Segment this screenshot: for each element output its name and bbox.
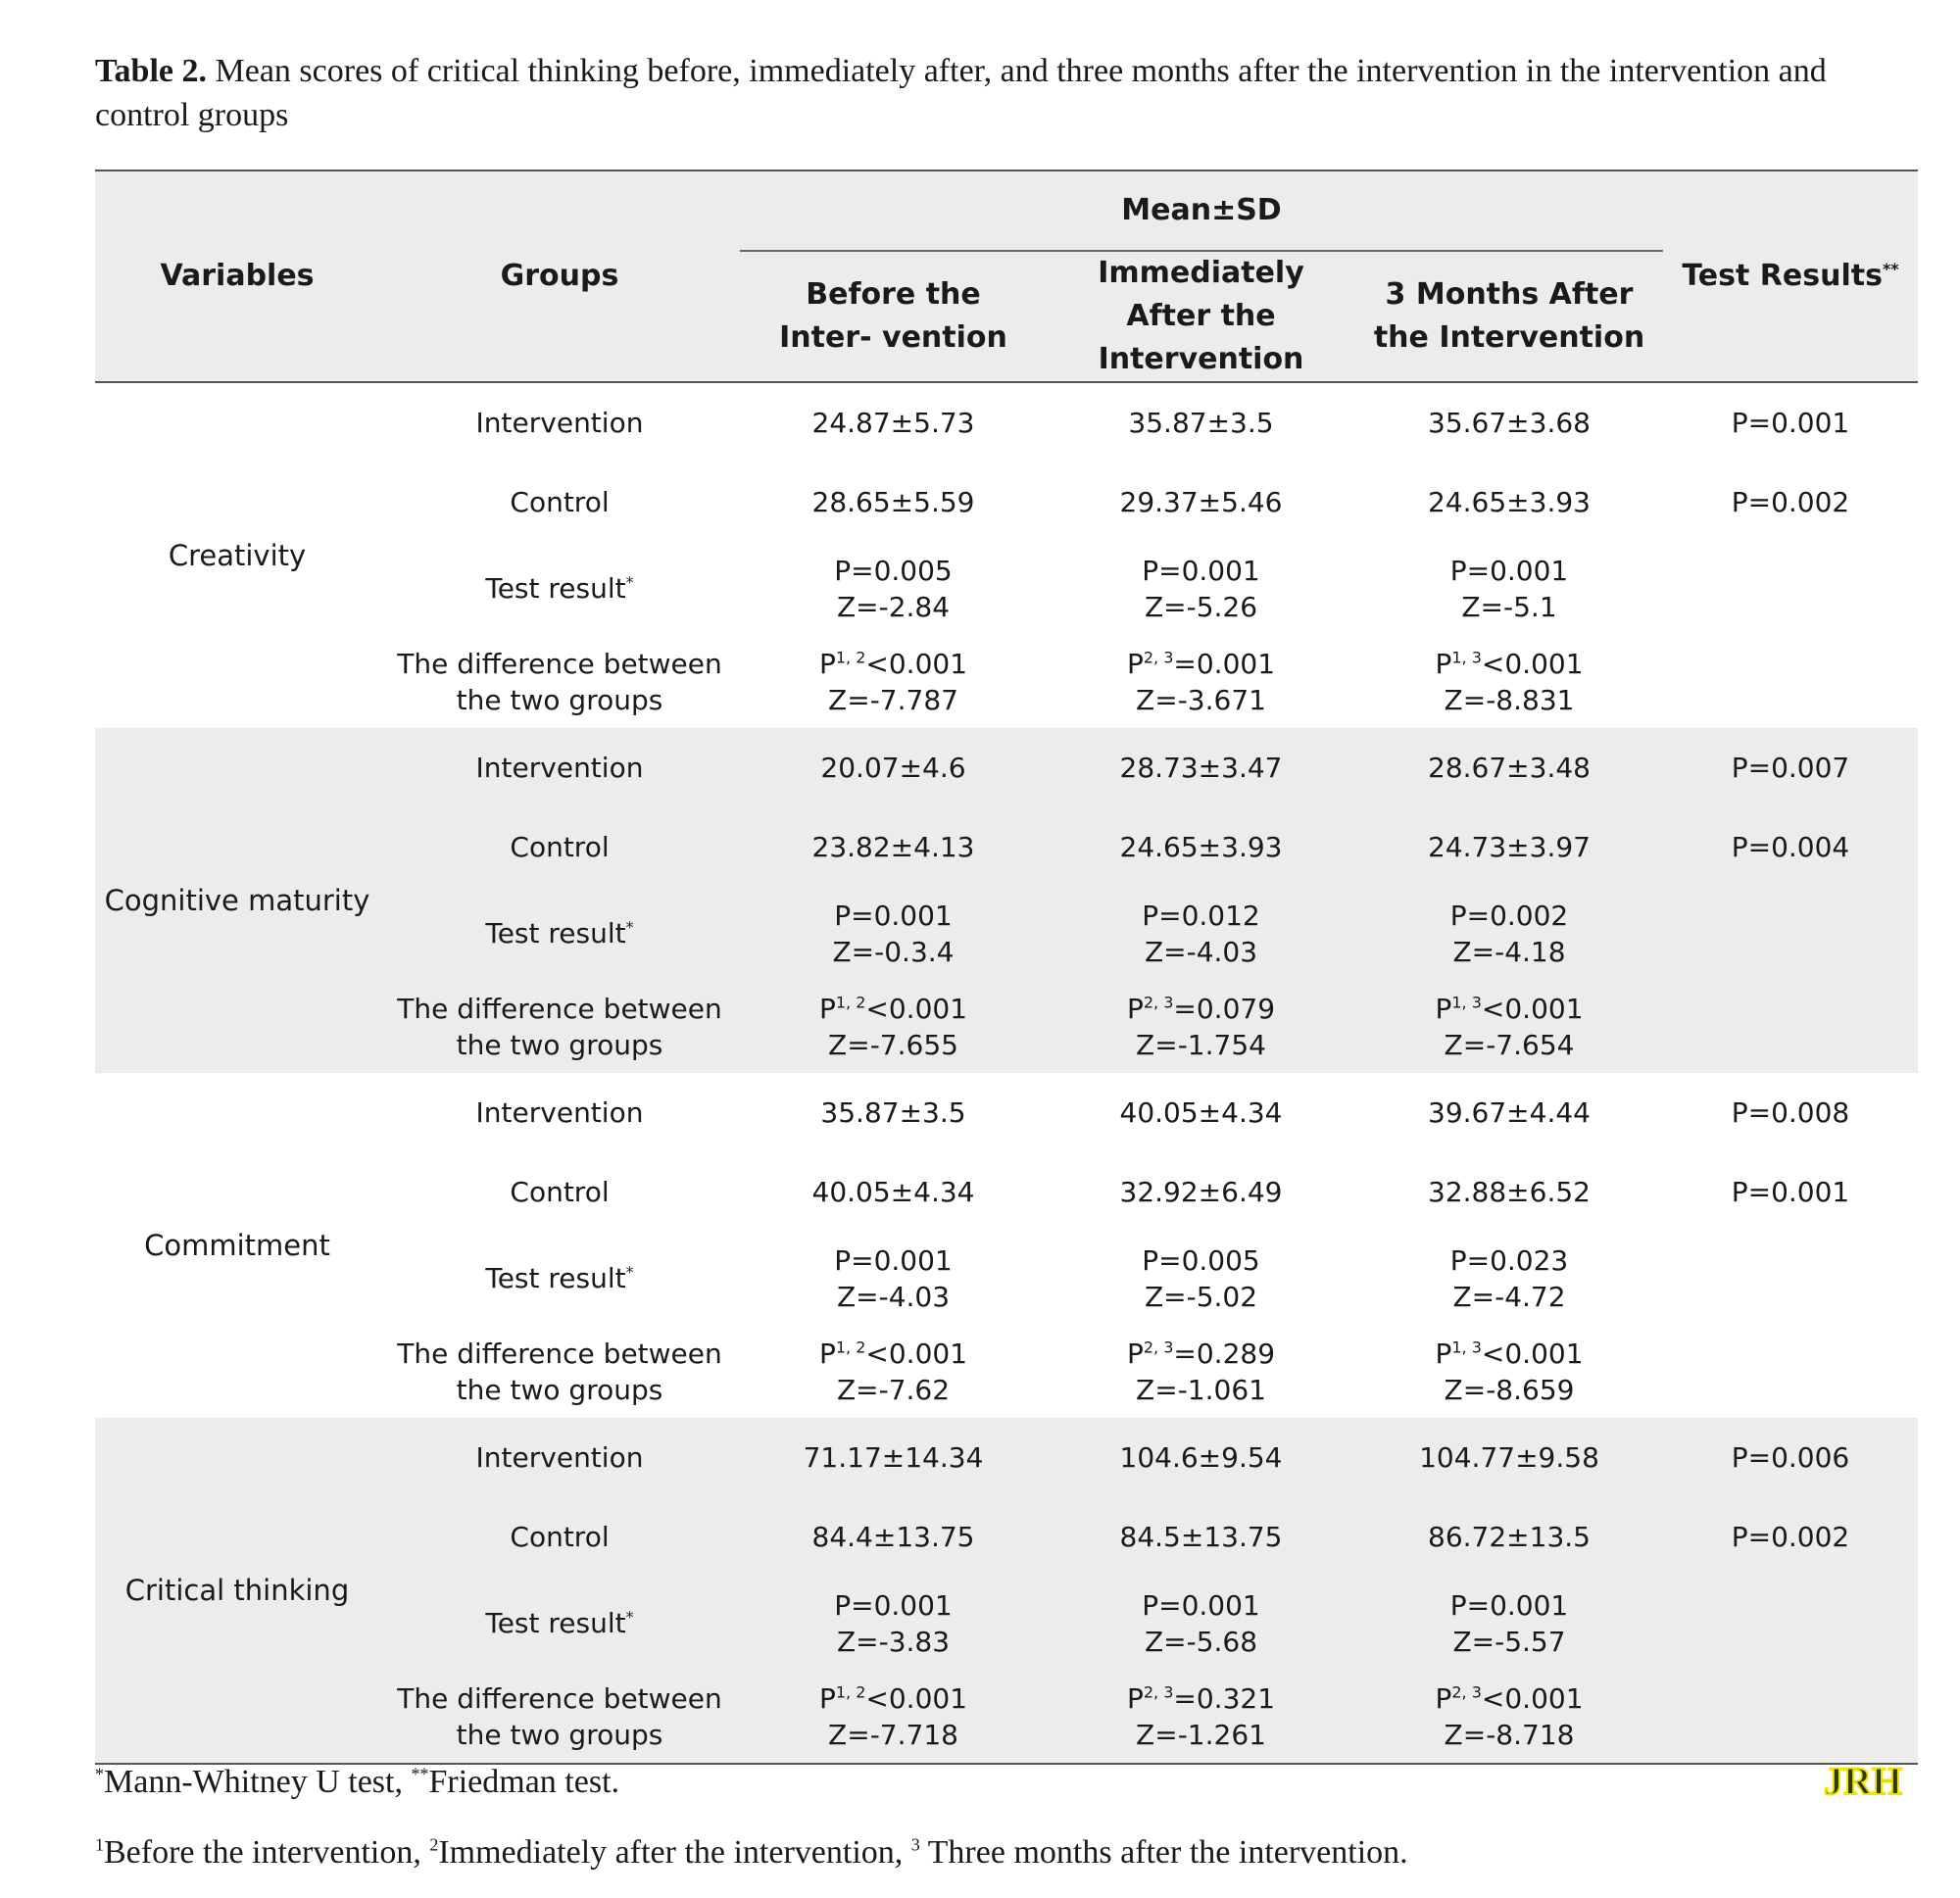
cell-3-months: 24.73±3.97 [1428,831,1591,863]
cell-immediately: P$^{2, 3}$=0.001 Z=-3.671 [1126,647,1276,716]
cell-immediately: P=0.001 Z=-5.26 [1142,554,1260,623]
cell-immediately: 104.6±9.54 [1119,1441,1283,1474]
footnote-timepoints: $^1$Before the intervention, $^2$Immediately after the intervention, $^3$ Three months after the intervention. [95,1834,1408,1871]
group-label: The difference between the two groups [397,1681,722,1751]
cell-3-months: 86.72±13.5 [1428,1521,1591,1553]
header-before: Before the Inter- vention [779,277,1007,355]
group-label: Control [510,831,610,863]
cell-immediately: P$^{2, 3}$=0.079 Z=-1.754 [1126,992,1276,1061]
cell-test: P=0.007 [1731,752,1850,784]
header-mean-sd: Mean±SD [740,170,1663,251]
cell-3-months: 35.67±3.68 [1428,407,1591,439]
group-label: The difference between the two groups [397,992,722,1061]
cell-immediately: P=0.001 Z=-5.68 [1142,1588,1260,1658]
cell-before: 23.82±4.13 [811,831,975,863]
cell-immediately: 84.5±13.75 [1119,1521,1283,1553]
cell-immediately: 40.05±4.34 [1119,1096,1283,1129]
cell-3-months: 39.67±4.44 [1428,1096,1591,1129]
cell-before: P$^{1, 2}$<0.001 Z=-7.787 [818,647,968,716]
cell-immediately: 32.92±6.49 [1119,1176,1283,1208]
cell-3-months: 28.67±3.48 [1428,752,1591,784]
cell-before: 35.87±3.5 [820,1096,966,1129]
header-test-results: Test Results** [1682,259,1899,293]
group-label: Intervention [475,1096,644,1129]
cell-before: P$^{1, 2}$<0.001 Z=-7.655 [818,992,968,1061]
cell-test [1663,1232,1918,1325]
cell-3-months: 32.88±6.52 [1428,1176,1591,1208]
cell-before: 24.87±5.73 [811,407,975,439]
cell-immediately: 24.65±3.93 [1119,831,1283,863]
cell-before: 28.65±5.59 [811,486,975,518]
cell-3-months: P$^{2, 3}$<0.001 Z=-8.718 [1435,1681,1584,1751]
group-label: Test result* [485,917,634,949]
cell-before: P=0.001 Z=-3.83 [834,1588,953,1658]
group-label: Test result* [485,1262,634,1294]
cell-3-months: 104.77±9.58 [1419,1441,1599,1474]
cell-immediately: P=0.012 Z=-4.03 [1142,899,1260,968]
cell-test: P=0.008 [1731,1096,1850,1129]
cell-test: P=0.002 [1731,486,1850,518]
cell-before: 71.17±14.34 [803,1441,984,1474]
table-caption [95,49,1918,137]
cell-before: 40.05±4.34 [811,1176,975,1208]
cell-immediately: 35.87±3.5 [1128,407,1274,439]
cell-test [1663,1577,1918,1670]
group-label: Test result* [485,572,634,605]
cell-before: 20.07±4.6 [820,752,966,784]
group-label: Control [510,1521,610,1553]
cell-3-months: P=0.023 Z=-4.72 [1449,1243,1569,1313]
group-label: Control [510,1176,610,1208]
cell-before: 84.4±13.75 [811,1521,975,1553]
cell-test [1663,635,1918,728]
group-label: Intervention [475,752,644,784]
footnote-tests: *Mann-Whitney U test, **Friedman test. [95,1764,620,1800]
header-immediately: Immediately After the Intervention [1098,256,1304,376]
cell-before: P$^{1, 2}$<0.001 Z=-7.62 [818,1337,968,1406]
cell-3-months: P=0.001 Z=-5.57 [1449,1588,1569,1658]
variable-group [95,1418,1918,1764]
variable-name: Cognitive maturity [104,883,370,917]
cell-immediately: P$^{2, 3}$=0.289 Z=-1.061 [1126,1337,1276,1406]
group-label: The difference between the two groups [397,1337,722,1406]
cell-test [1663,887,1918,980]
header-groups: Groups [500,259,619,293]
cell-3-months: P$^{1, 3}$<0.001 Z=-8.659 [1435,1337,1584,1406]
group-label: Test result* [485,1607,634,1639]
cell-before: P=0.005 Z=-2.84 [834,554,953,623]
caption-text: Mean scores of critical thinking before, immediately after, and three months after the intervention in the intervention and control groups [95,53,1827,133]
group-label: The difference between the two groups [397,647,722,716]
row-intervention [95,1073,1918,1152]
cell-test: P=0.001 [1731,407,1850,439]
cell-3-months: 24.65±3.93 [1428,486,1591,518]
cell-test: P=0.004 [1731,831,1850,863]
cell-immediately: P=0.005 Z=-5.02 [1142,1243,1260,1313]
row-intervention [95,728,1918,807]
cell-test [1663,980,1918,1073]
cell-before: P=0.001 Z=-4.03 [834,1243,953,1313]
cell-before: P=0.001 Z=-0.3.4 [832,899,955,968]
cell-before: P$^{1, 2}$<0.001 Z=-7.718 [818,1681,968,1751]
cell-3-months: P$^{1, 3}$<0.001 Z=-8.831 [1435,647,1584,716]
cell-immediately: 29.37±5.46 [1119,486,1283,518]
caption-label: Table 2. [95,53,208,89]
cell-test: P=0.002 [1731,1521,1850,1553]
table-header [95,170,1918,382]
cell-immediately: 28.73±3.47 [1119,752,1283,784]
row-intervention [95,382,1918,462]
variable-group [95,728,1918,1073]
cell-test [1663,1325,1918,1418]
group-label: Intervention [475,407,644,439]
page [95,0,1918,1871]
cell-3-months: P=0.002 Z=-4.18 [1449,899,1569,968]
variable-name: Critical thinking [124,1573,350,1607]
row-intervention [95,1418,1918,1497]
cell-test: P=0.006 [1731,1441,1850,1474]
header-3-months: 3 Months After the Intervention [1373,277,1645,355]
cell-immediately: P$^{2, 3}$=0.321 Z=-1.261 [1126,1681,1276,1751]
variable-name: Commitment [144,1228,330,1262]
jrh-logo [1808,1759,1918,1802]
group-label: Intervention [475,1441,644,1474]
cell-test [1663,542,1918,635]
cell-test [1663,1670,1918,1764]
group-label: Control [510,486,610,518]
cell-3-months: P$^{1, 3}$<0.001 Z=-7.654 [1435,992,1584,1061]
cell-3-months: P=0.001 Z=-5.1 [1449,554,1569,623]
cell-test: P=0.001 [1731,1176,1850,1208]
results-table [95,170,1918,1765]
header-variables: Variables [160,259,315,293]
variable-group [95,1073,1918,1418]
variable-name: Creativity [168,538,307,572]
variable-group [95,382,1918,728]
svg-text:JRH: JRH [1824,1759,1902,1802]
